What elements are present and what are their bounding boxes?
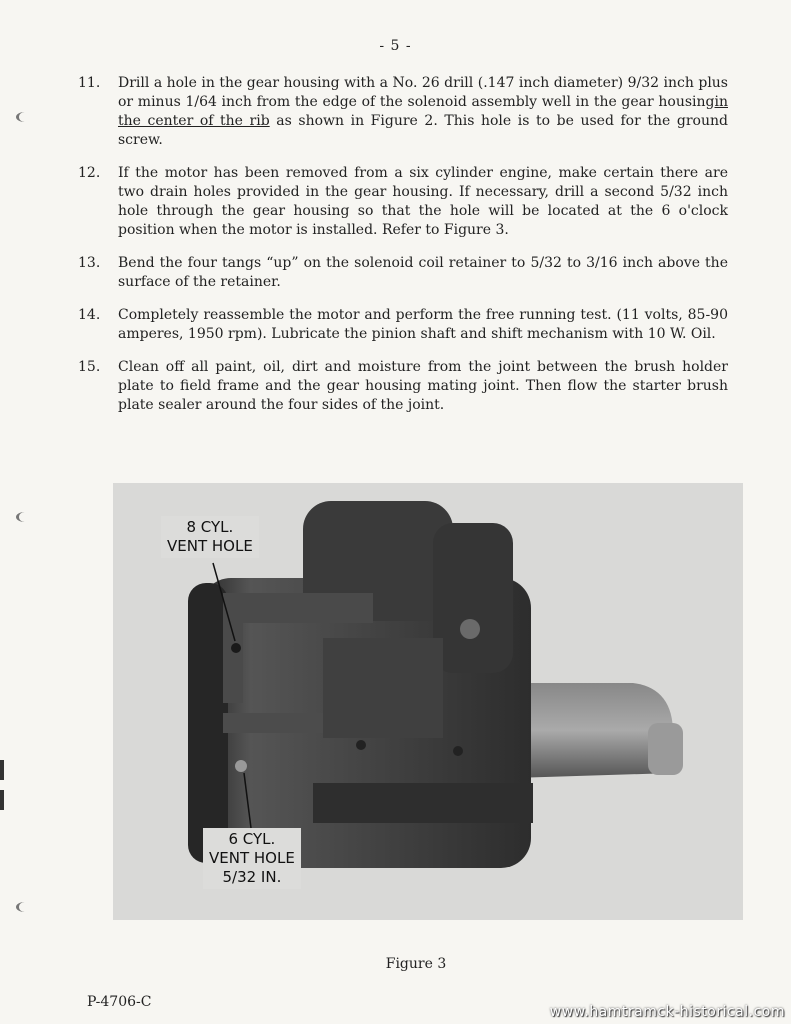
callout-line: 5/32 IN. [222, 868, 282, 886]
website-watermark: www.hamtramck-historical.com [549, 1004, 785, 1020]
step-text: Completely reassemble the motor and perform the free running test. (11 volts, 85-90 amperes, 1950 rpm). Lubricate the pinion shaft and shift mechanism with 10 W. Oil. [118, 307, 728, 342]
step-number: 14. [78, 307, 101, 323]
edge-mark [0, 790, 4, 810]
callout-line: VENT HOLE [209, 849, 295, 867]
step-text-part: Drill a hole in the gear housing with a No. 26 drill (.147 inch diameter) 9/32 inch plus or minus 1/64 inch from the edge of the solenoid assembly well in the gear housing [118, 75, 728, 110]
step-14 [78, 306, 728, 344]
edge-mark [0, 760, 4, 780]
callout-line: 6 CYL. [228, 830, 276, 848]
page-number: - 5 - [379, 38, 412, 54]
step-text-part: as shown in Figure 2. This hole is to be used for the ground screw. [118, 113, 728, 148]
callout-8cyl-vent-hole [161, 516, 259, 558]
step-text: Bend the four tangs “up” on the solenoid coil retainer to 5/32 to 3/16 inch above the surface of the retainer. [118, 255, 728, 290]
step-text [118, 74, 728, 150]
step-number: 12. [78, 165, 101, 181]
figure-caption: Figure 3 [385, 956, 447, 972]
step-text: If the motor has been removed from a six cylinder engine, make certain there are two drain holes provided in the gear housing. If necessary, drill a second 5/32 inch hole through the gear housing so that the hole will be located at the 6 o'clock position when the motor is installed. Refer to Figure 3. [118, 165, 728, 238]
step-number: 11. [78, 75, 101, 91]
step-number: 13. [78, 255, 101, 271]
step-number: 15. [78, 359, 101, 375]
callout-6cyl-vent-hole [203, 828, 301, 889]
step-12 [78, 164, 728, 240]
instruction-list [78, 74, 728, 429]
document-code: P-4706-C [87, 994, 152, 1010]
step-text: Clean off all paint, oil, dirt and moisture from the joint between the brush holder plate to field frame and the gear housing mating joint. Then flow the starter brush plate sealer around the four sides of the joint. [118, 359, 728, 413]
binder-hole-bottom [16, 902, 33, 912]
binder-hole-middle [16, 512, 33, 522]
binder-hole-top [16, 112, 33, 122]
callout-line: 8 CYL. [186, 518, 234, 536]
underlined-text: in the center of the rib [118, 94, 728, 129]
step-11 [78, 74, 728, 150]
callout-line: VENT HOLE [167, 537, 253, 555]
step-15 [78, 358, 728, 415]
figure-photo [113, 483, 743, 920]
step-13 [78, 254, 728, 292]
